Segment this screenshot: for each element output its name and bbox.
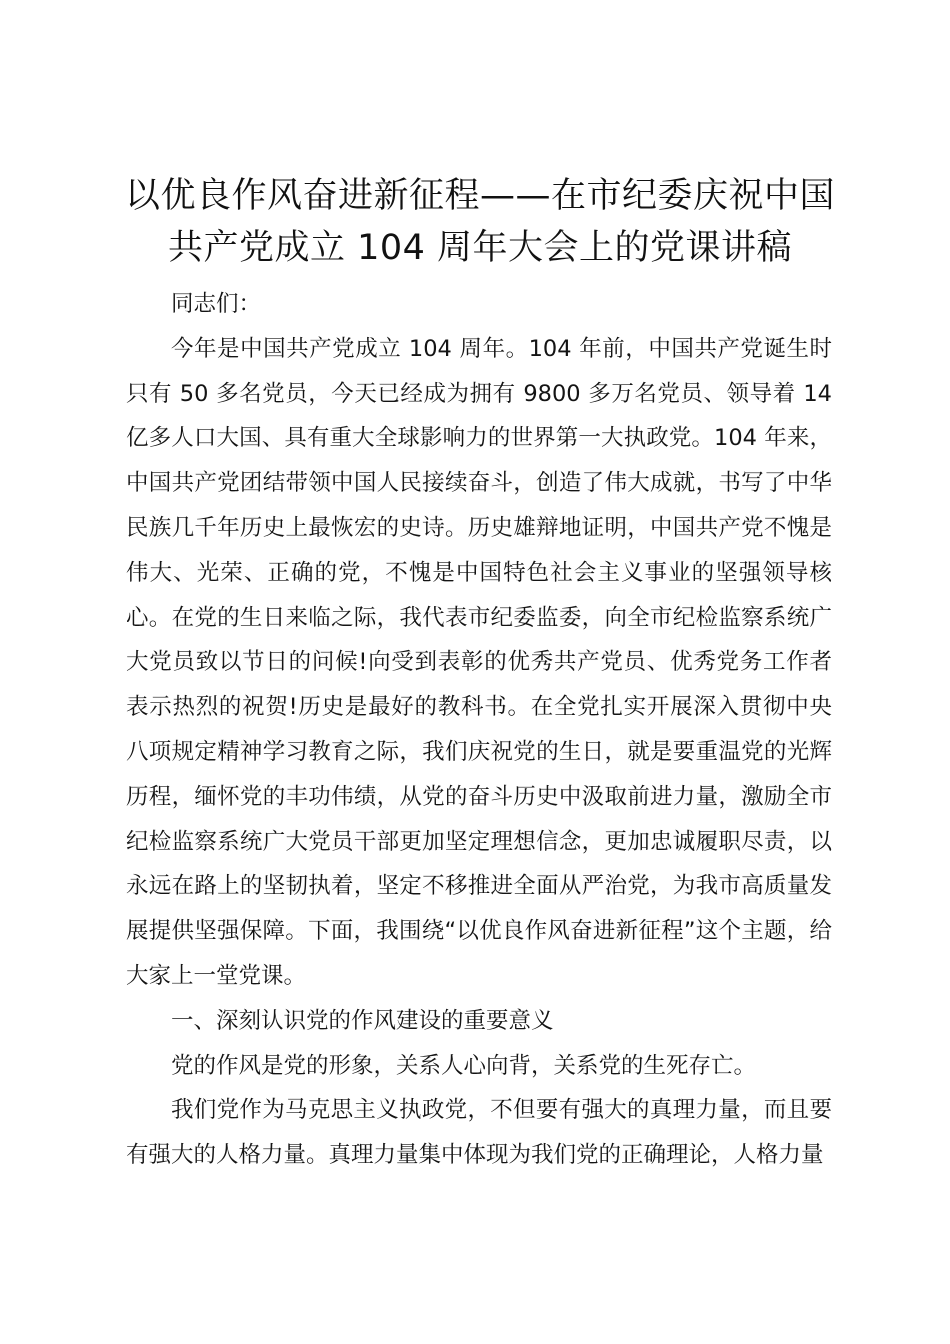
title-line-1: 以优良作风奋进新征程——在市纪委庆祝中国 [124,176,835,216]
document-body [126,282,832,1178]
section-paragraph-2: 我们党作为马克思主义执政党，不但要有强大的真理力量，而且要有强大的人格力量。真理力量集中体现为我们党的正确理论，人格力量 [126,1097,832,1169]
section-heading-1: 一、深刻认识党的作风建设的重要意义 [171,1007,554,1034]
salutation: 同志们： [171,291,262,317]
document-title [120,170,840,274]
body-paragraph-1: 今年是中国共产党成立 104 周年。104 年前，中国共产党诞生时只有 50 多名党员，今天已经成为拥有 9800 多万名党员、领导着 14 亿多人口大国、具有重大全球影响力的世界第一大执政党。104 年来，中国共产党团结带领中国人民接续奋斗，创造了伟大成就，书写了中华民族几千年历史上最恢宏的史诗。历史雄辩地证明，中国共产党不愧是伟大、光荣、正确的党，不愧是中国特色社会主义事业的坚强领导核心。在党的生日来临之际，我代表市纪委监委，向全市纪检监察系统广大党员致以节日的问候!向受到表彰的优秀共产党员、优秀党务工作者表示热烈的祝贺!历史是最好的教科书。在全党扎实开展深入贯彻中央八项规定精神学习教育之际，我们庆祝党的生日，就是要重温党的光辉历程，缅怀党的丰功伟绩，从党的奋斗历史中汲取前进力量，激励全市纪检监察系统广大党员干部更加坚定理想信念，更加忠诚履职尽责，以永远在路上的坚韧执着，坚定不移推进全面从严治党，为我市高质量发展提供坚强保障。下面，我围绕“以优良作风奋进新征程”这个主题，给大家上一堂党课。 [126,335,832,989]
section-paragraph-1: 党的作风是党的形象，关系人心向背，关系党的生死存亡。 [171,1052,757,1079]
title-line-2: 共产党成立 104 周年大会上的党课讲稿 [167,228,793,268]
